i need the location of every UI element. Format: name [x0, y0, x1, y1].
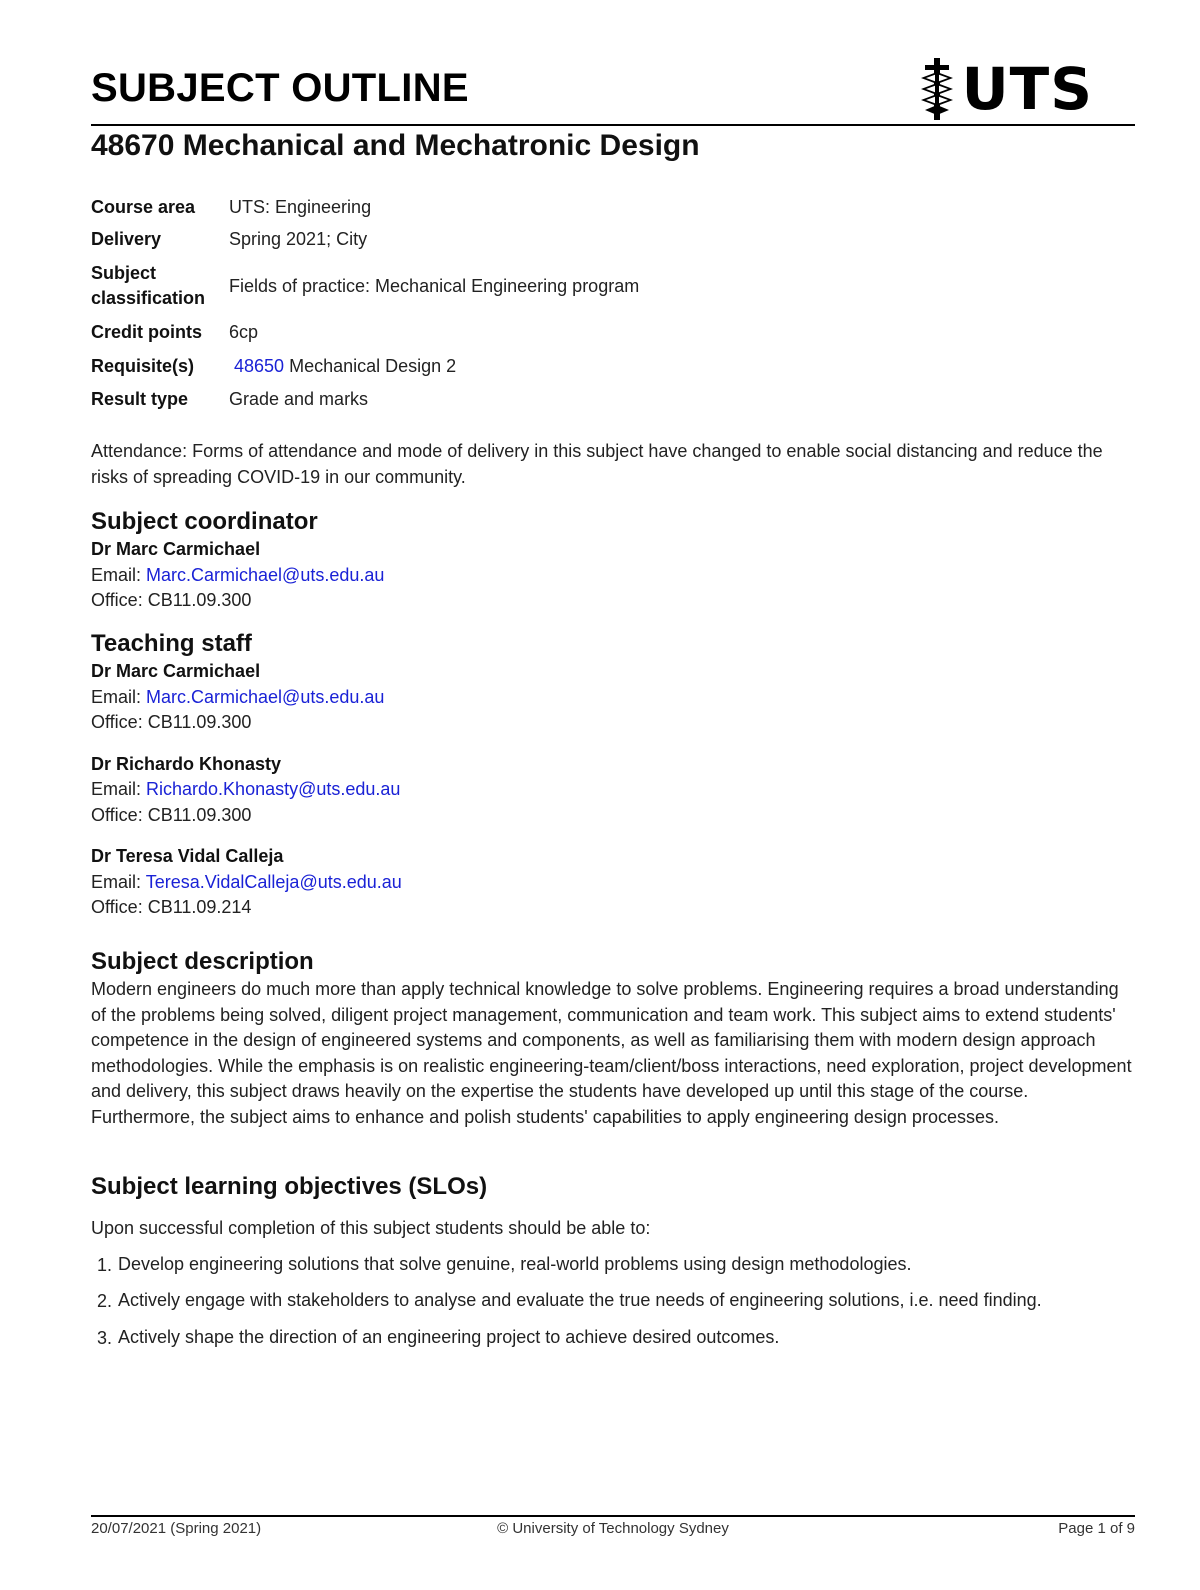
email-label: Email:	[91, 779, 147, 799]
logo-wordmark: UTS	[961, 55, 1093, 123]
subject-info-table	[91, 192, 639, 416]
slo-section	[91, 1172, 1135, 1361]
slo-number: 1.	[97, 1254, 113, 1275]
description-text: Modern engineers do much more than apply technical knowledge to solve problems. Engineering requires a broad understanding of the problems being solved, diligent project management, communication and team work. This subject aims to extend students' competence in the design of engineered systems and components, as well as familiarising them with modern design approach methodologies. While the emphasis is on realistic engineering-team/client/boss interactions, need exploration, project development and delivery, this subject draws heavily on the expertise the students have developed up until this stage of the course. Furthermore, the subject aims to enhance and polish students' capabilities to apply engineering design processes.	[91, 979, 1132, 1127]
footer-divider	[91, 1515, 1135, 1517]
info-label: Requisite(s)	[91, 355, 195, 376]
requisite-link[interactable]: 48650	[234, 355, 285, 376]
slo-text: Actively engage with stakeholders to analyse and evaluate the true needs of engineering solutions, i.e. need finding.	[118, 1290, 1042, 1310]
info-row-course-area	[91, 192, 639, 222]
slo-list	[91, 1252, 1135, 1351]
email-label: Email:	[91, 564, 147, 585]
slo-number: 2.	[97, 1291, 113, 1311]
document-title: SUBJECT OUTLINE	[91, 66, 469, 110]
teaching-staff-section	[91, 629, 402, 937]
email-label: Email:	[91, 871, 146, 892]
requisite-name: Mechanical Design 2	[284, 355, 457, 376]
description-heading: Subject description	[91, 948, 314, 975]
info-label: Credit points	[91, 321, 202, 342]
slo-number: 3.	[97, 1327, 113, 1348]
info-label-line: Subject	[91, 263, 157, 283]
attendance-note: Attendance: Forms of attendance and mode of delivery in this subject have changed to enable social distancing and reduce the risks of spreading COVID-19 in our community.	[91, 441, 1103, 487]
info-row-delivery	[91, 222, 639, 257]
staff-email-link[interactable]: Richardo.Khonasty@uts.edu.au	[146, 779, 401, 799]
coordinator-office: Office: CB11.09.300	[91, 590, 252, 610]
info-row-requisites	[91, 349, 639, 383]
teaching-staff-heading: Teaching staff	[91, 630, 252, 657]
uts-logo	[918, 56, 1093, 122]
staff-name: Dr Teresa Vidal Calleja	[91, 846, 284, 866]
footer-date: 20/07/2021 (Spring 2021)	[91, 1520, 262, 1537]
info-label: Delivery	[91, 229, 162, 249]
slo-text: Actively shape the direction of an engineering project to achieve desired outcomes.	[118, 1326, 780, 1347]
info-row-classification	[91, 257, 639, 315]
email-label: Email:	[91, 686, 147, 707]
info-label: Course area	[91, 196, 196, 217]
info-row-credit-points	[91, 315, 639, 349]
staff-email-link[interactable]: Marc.Carmichael@uts.edu.au	[146, 686, 385, 707]
info-value	[229, 349, 639, 383]
uts-crest-icon	[918, 58, 956, 120]
slo-item	[91, 1252, 1135, 1278]
slo-item	[91, 1288, 1135, 1314]
document-page	[91, 0, 1135, 1590]
subject-title: 48670 Mechanical and Mechatronic Design	[91, 129, 700, 162]
staff-email-line	[91, 777, 402, 803]
info-label	[91, 257, 229, 315]
info-value: 6cp	[229, 321, 259, 342]
description-section	[91, 947, 1135, 1130]
staff-member	[91, 844, 402, 921]
info-value: UTS: Engineering	[229, 196, 372, 217]
slo-intro: Upon successful completion of this subject students should be able to:	[91, 1218, 651, 1238]
staff-email-link[interactable]: Teresa.VidalCalleja@uts.edu.au	[145, 871, 402, 892]
info-row-result-type	[91, 383, 639, 416]
staff-name: Dr Marc Carmichael	[91, 661, 261, 681]
coordinator-email-link[interactable]: Marc.Carmichael@uts.edu.au	[146, 564, 385, 585]
staff-office: Office: CB11.09.300	[91, 804, 252, 825]
header-divider	[91, 124, 1135, 126]
coordinator-email-line	[91, 563, 384, 589]
page-footer	[91, 1520, 1135, 1540]
staff-name: Dr Richardo Khonasty	[91, 753, 282, 774]
staff-office: Office: CB11.09.214	[91, 897, 252, 917]
staff-email-line	[91, 870, 402, 896]
info-value: Spring 2021; City	[229, 229, 368, 249]
staff-email-line	[91, 685, 402, 711]
staff-member	[91, 752, 402, 829]
coordinator-name: Dr Marc Carmichael	[91, 539, 261, 559]
info-label: Result type	[91, 389, 189, 409]
info-label-line: classification	[91, 288, 206, 308]
info-value: Grade and marks	[229, 389, 369, 409]
slo-text: Develop engineering solutions that solve genuine, real-world problems using design methodologies.	[118, 1253, 912, 1274]
coordinator-section	[91, 507, 384, 614]
staff-office: Office: CB11.09.300	[91, 712, 252, 732]
info-value: Fields of practice: Mechanical Engineering program	[229, 275, 640, 296]
coordinator-heading: Subject coordinator	[91, 508, 318, 535]
footer-page-number: Page 1 of 9	[1058, 1520, 1135, 1537]
footer-copyright: © University of Technology Sydney	[497, 1520, 729, 1537]
staff-member	[91, 659, 402, 736]
slo-heading: Subject learning objectives (SLOs)	[91, 1173, 488, 1200]
slo-item	[91, 1325, 1135, 1351]
